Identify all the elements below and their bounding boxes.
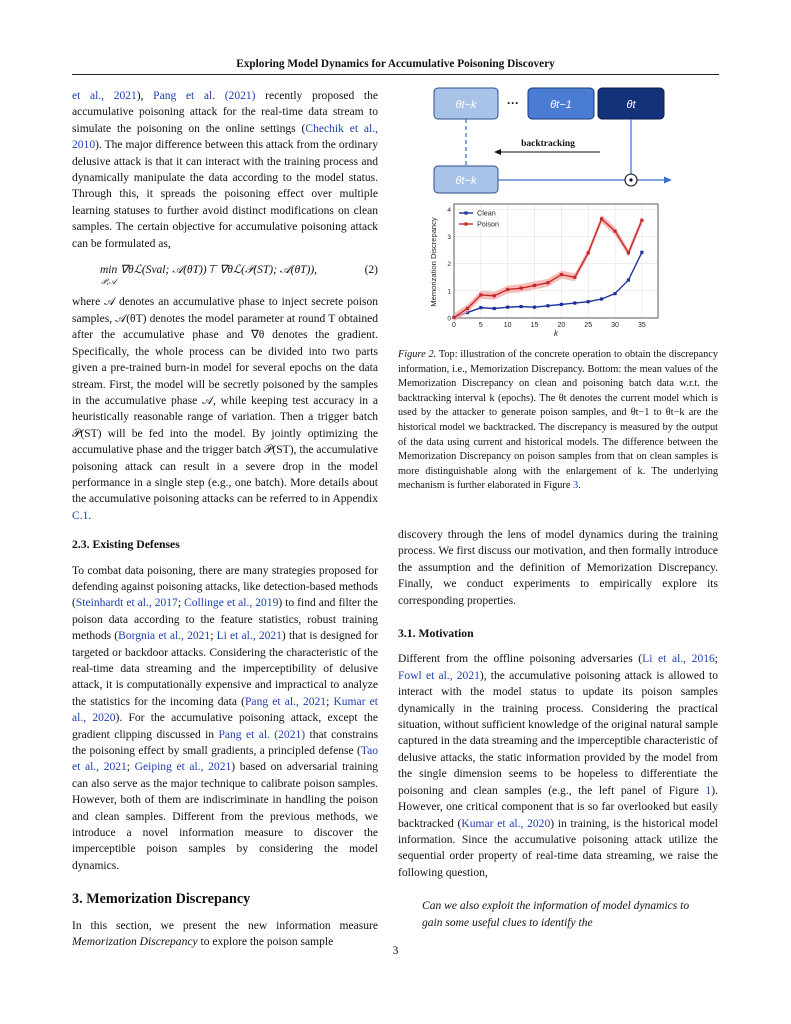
page-number: 3 <box>392 945 399 957</box>
backtracking-arrowhead <box>494 149 501 155</box>
x-tick-label: 30 <box>611 322 619 329</box>
equation-body: ∇θℒ(Sval; 𝒜(θT))⊤ ∇θℒ(𝒫(ST); 𝒜(θT)), <box>120 264 318 277</box>
figure-link[interactable]: 1 <box>705 784 712 797</box>
data-point-clean <box>546 304 549 307</box>
paragraph-discovery: discovery through the lens of model dynamics during the training process. We first discuss our motivation, and then formally introduce the assumption and the definition of Memorization Discrepancy. Finally, we conduct experiments to empirically explore its corresponding properties. <box>398 529 718 607</box>
data-point-poison <box>452 316 455 319</box>
x-tick-label: 15 <box>530 322 539 329</box>
data-flow-arrowhead <box>664 177 672 184</box>
data-point-clean <box>613 292 616 295</box>
data-point-poison <box>520 287 523 290</box>
y-tick-label: 1 <box>447 288 451 296</box>
chart-legend <box>459 209 499 229</box>
x-tick-label: 5 <box>478 322 483 329</box>
equation-number: (2) <box>364 264 378 277</box>
running-header: Exploring Model Dynamics for Accumulative Poisoning Discovery <box>236 58 555 70</box>
box-theta-t-k-lower-label: θt−k <box>455 175 477 187</box>
box-theta-t-label: θt <box>626 99 636 111</box>
y-tick-label: 0 <box>447 315 451 323</box>
x-tick-label: 20 <box>557 322 566 329</box>
citation-link[interactable]: Li et al., 2016 <box>642 653 715 666</box>
citation-link[interactable]: Pang et al. (2021) <box>153 90 256 102</box>
citation-link[interactable]: Chechik et al., 2010 <box>72 122 378 152</box>
left-column <box>72 88 378 951</box>
section-heading-existing-defenses: 2.3. Existing Defenses <box>72 538 180 552</box>
data-point-poison <box>640 219 643 222</box>
data-point-clean <box>506 306 509 309</box>
right-column <box>398 527 718 881</box>
data-point-clean <box>479 306 482 309</box>
paragraph-existing-defenses: To combat data poisoning, there are many strategies proposed for defending against poisoning attacks, like detection-based methods (Steinhardt et al., 2017; Collinge et al., 2019) to find and filter the poison data according to the feature statistics, robust training methods (Borgnia et al., 2021; Li et al., 2021) that is designed for targeted or backdoor attacks. Considering the characteristic of the real-time data streaming and the imperceptibility of delusive attack, it is computationally expensive and impractical to analyze the statistics for the incoming data (Pang et al., 2021; Kumar et al., 2020). For the accumulative poisoning attack, except the gradient clipping discussed in Pang et al. (2021) that constrains the poisoning effect by small gradients, a principled defense (Tao et al., 2021; Geiping et al., 2021) based on adversarial training can also serve as the major technique to calibrate poison samples. However, both of them are indiscriminate in handling the poison and clean samples. Different from the previous methods, we introduce a novel information measure to discover the imperceptible poison samples by considering the model dynamics. <box>72 564 379 872</box>
box-theta-t-k-label: θt−k <box>455 99 477 111</box>
x-tick-label: 25 <box>584 322 593 329</box>
x-tick-label: 0 <box>452 322 456 329</box>
y-tick-label: 3 <box>447 233 451 241</box>
data-point-poison <box>546 281 549 284</box>
chart-ylabel: Memorization Discrepancy <box>429 217 438 307</box>
question-quote: Can we also exploit the information of model dynamics to gain some useful clues to identify the <box>422 900 690 929</box>
data-point-clean <box>600 297 603 300</box>
citation-link[interactable]: Tao et al., 2021 <box>72 745 378 774</box>
chart-xlabel: k <box>554 329 558 338</box>
paragraph-accumulative-phase: where 𝒜 denotes an accumulative phase to inject secrete poison samples, 𝒜(θT) denotes the model parameter at round T obtained after the accumulative phase and ∇θ denotes the gradient. Specifically, the whole process can be divided into two parts given a pre-trained burn-in model for several epochs on the data stream. First, the model will be secretly poisoned by the samples in the accumulative phase 𝒜, while keeping test accuracy in a heuristically reasonable range of variation. Then a trigger batch 𝒫(ST) will be fed into the model. By jointly optimizing the accumulative phase and the trigger batch 𝒫(ST), the accumulative poisoning attack can result in a severe drop in the model performance in a single step (e.g., one batch). More details about the accumulative poisoning attacks can be referred to in Appendix C.1. <box>72 296 378 522</box>
x-tick-label: 35 <box>637 322 646 329</box>
data-point-poison <box>533 284 536 287</box>
citation-link[interactable]: Pang et al., 2021 <box>245 695 327 708</box>
citation-link[interactable]: Pang et al. (2021) <box>218 728 306 741</box>
equation-min: min 𝒫,𝒜 <box>100 264 118 287</box>
data-point-poison <box>560 273 563 276</box>
caption-label: Figure 2. <box>398 349 437 360</box>
figure-link[interactable]: 3 <box>573 480 579 492</box>
data-point-poison <box>466 307 469 310</box>
citation-link[interactable]: et al., 2021 <box>72 90 137 102</box>
data-point-clean <box>573 301 576 304</box>
header-rule <box>72 74 719 75</box>
legend-marker-poison <box>464 222 467 225</box>
data-point-clean <box>640 251 643 254</box>
data-point-clean <box>493 307 496 310</box>
section-heading-motivation: 3.1. Motivation <box>398 627 474 641</box>
citation-link[interactable]: Li et al., 2021 <box>216 630 282 643</box>
y-tick-label: 4 <box>447 206 451 214</box>
appendix-link[interactable]: C.1 <box>72 509 89 522</box>
legend-label-clean: Clean <box>477 208 496 218</box>
data-point-clean <box>533 306 536 309</box>
data-point-poison <box>479 293 482 296</box>
data-point-poison <box>506 288 509 291</box>
figure-2 <box>398 84 720 340</box>
data-point-poison <box>493 294 496 297</box>
discrepancy-chart <box>429 204 658 338</box>
paragraph-accumulative-attack: et al., 2021), Pang et al. (2021) recently proposed the accumulative poisoning attack for the real-time data stream to simulate the poisoning on the online settings (Chechik et al., 2010). The major difference between this attack from the ordinary delusive attack is that it can interact with the training process and dynamically manipulate the data according to the model status. Through this, it spreads the poisoning effect over multiple learning statuses to further avoid distinct modifications on clean samples. The certain objective for accumulative poisoning attack can be formulated as, <box>72 90 379 250</box>
ellipsis: ··· <box>507 96 519 110</box>
citation-link[interactable]: Borgnia et al., 2021 <box>118 630 211 643</box>
box-theta-t-1-label: θt−1 <box>550 99 572 111</box>
legend-marker-clean <box>464 211 467 214</box>
data-point-clean <box>587 300 590 303</box>
data-point-clean <box>627 278 630 281</box>
citation-link[interactable]: Steinhardt et al., 2017 <box>75 597 178 610</box>
citation-link[interactable]: Collinge et al., 2019 <box>184 597 279 610</box>
y-tick-label: 2 <box>447 261 451 269</box>
paragraph-section-intro: In this section, we present the new information measure Memorization Discrepancy to explore the poison sample <box>72 919 378 949</box>
data-point-clean <box>520 305 523 308</box>
backtracking-label: backtracking <box>521 139 575 149</box>
paragraph-motivation: Different from the offline poisoning adversaries (Li et al., 2016; Fowl et al., 2021), the accumulative poisoning attack is allowed to interact with the model status to update its poison samples dynamically in the training process. Considering the practical situation, without sufficient knowledge of the original natural sample captured in the data streaming and the imperceptible characteristic of delusive attacks, the static information provided by the model from the single dimension seems to be hopeless to differentiate the poisoning and clean samples (e.g., the left panel of Figure 1). However, one critical component that is so far overlooked but easily backtracked (Kumar et al., 2020) in training, is the historical model information. Since the accumulative poisoning attack utilize the sequential order property of real-time data streaming, we raise the following question, <box>398 653 718 879</box>
legend-label-poison: Poison <box>477 219 499 229</box>
figure-2-caption: Figure 2. Top: illustration of the concrete operation to obtain the discrepancy information, i.e., Memorization Discrepancy. Bottom: the mean values of the Memorization Discrepancy on clean and poisoning batch data w.r.t. the backtracking interval k (epochs). The θt denotes the current model which is used by the attacker to generate poison samples, and θt−1 to θt−k are the historical model we backtracked. The discrepancy is measured by the output of the data using current and historical models. The difference between the Memorization Discrepancy on poison samples from that on clean samples is more distinguishable along with the enlargement of k. The underlying mechanism is further elaborated in Figure 3. <box>398 349 718 492</box>
dot-product-dot <box>629 178 632 181</box>
citation-link[interactable]: Geiping et al., 2021 <box>134 761 232 774</box>
data-point-poison <box>600 217 603 220</box>
citation-link[interactable]: Fowl et al., 2021 <box>398 669 480 682</box>
data-point-poison <box>573 276 576 279</box>
citation-link[interactable]: Kumar et al., 2020 <box>461 817 551 830</box>
data-point-poison <box>613 230 616 233</box>
data-point-poison <box>587 251 590 254</box>
data-point-poison <box>627 251 630 254</box>
equation-2 <box>72 262 378 286</box>
citation-link[interactable]: Kumar et al., 2020 <box>72 695 378 725</box>
data-point-clean <box>560 303 563 306</box>
diagram-top <box>434 88 672 193</box>
section-heading-memorization-discrepancy: 3. Memorization Discrepancy <box>72 891 251 908</box>
x-tick-label: 10 <box>503 322 512 329</box>
